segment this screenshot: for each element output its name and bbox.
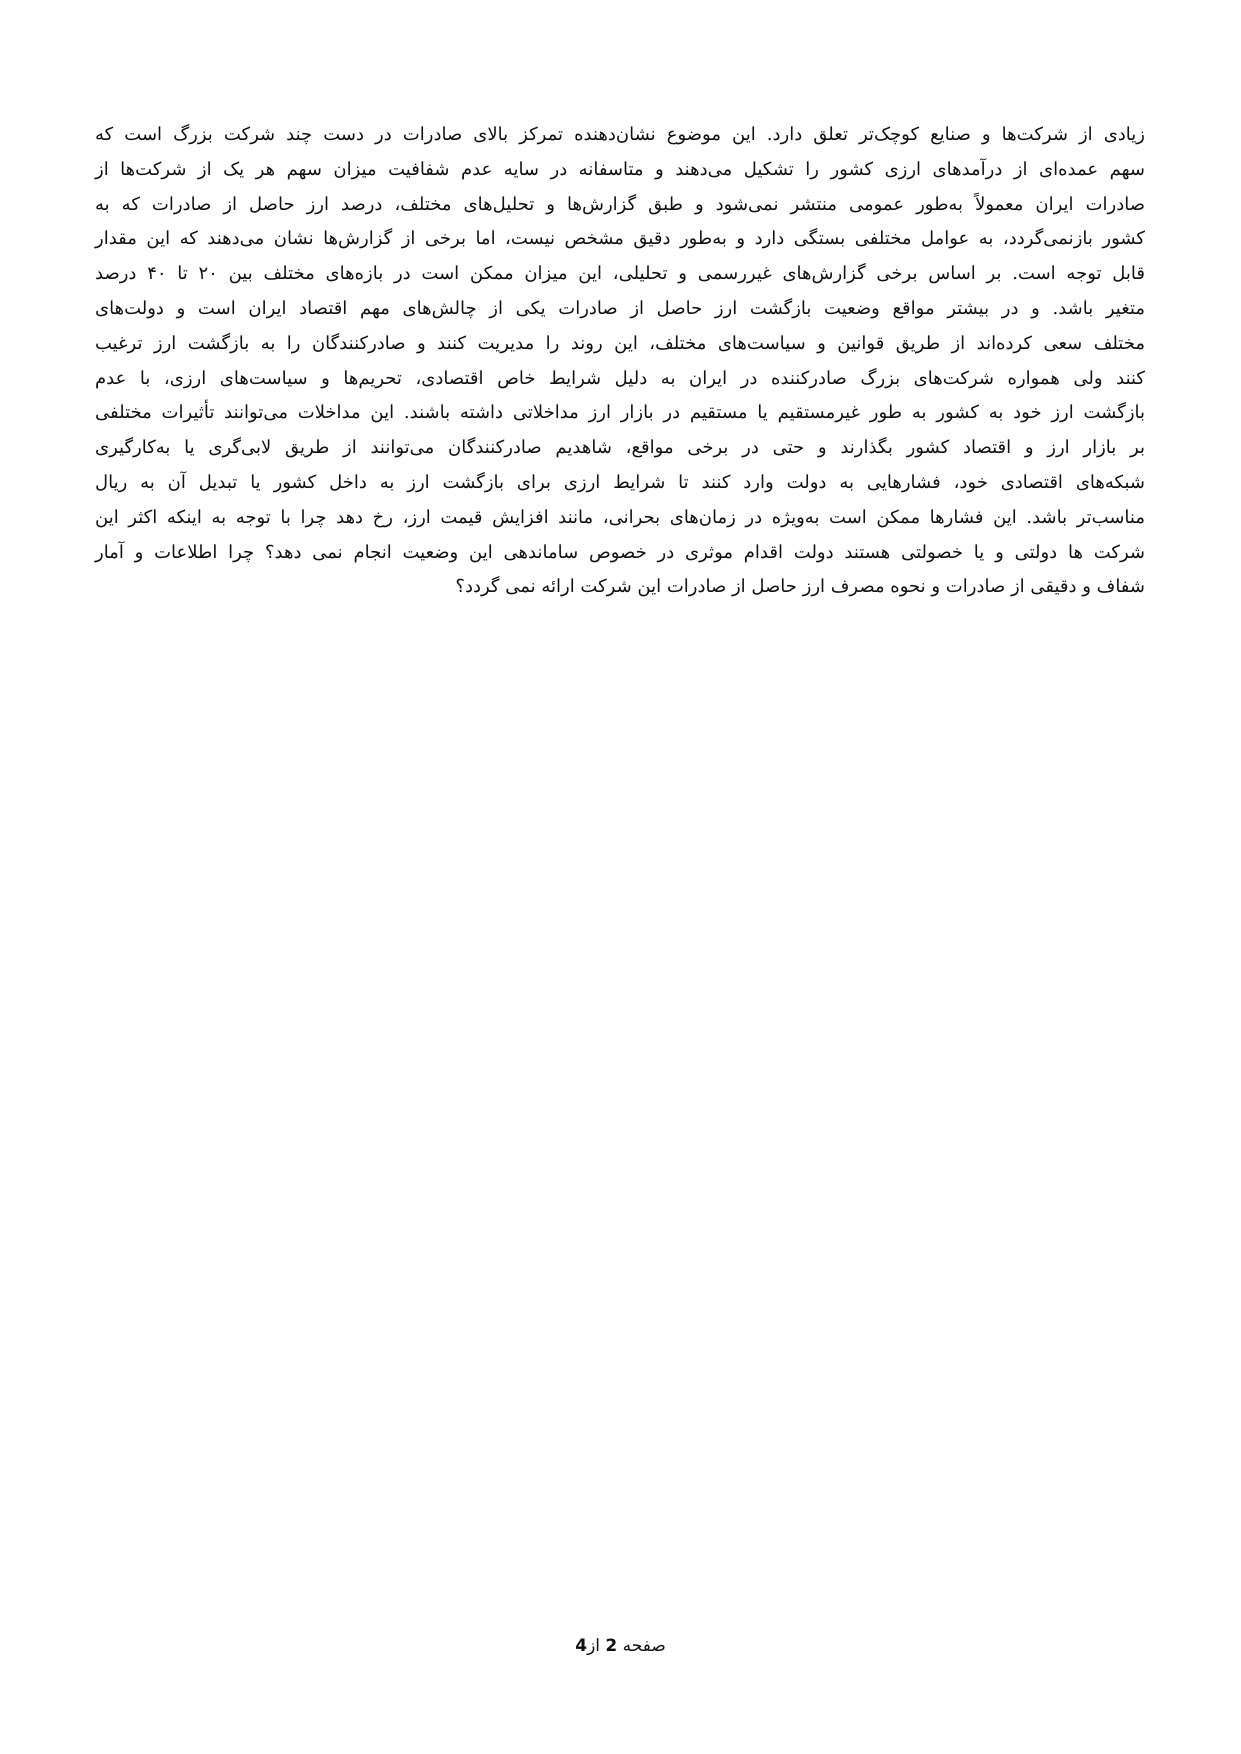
page-total-number: 4 [575, 1636, 588, 1656]
paragraph-line: زیادی از شرکت‌ها و صنایع کوچک‌تر تعلق دارد. این موضوع نشان‌دهنده تمرکز بالای صادرات در دست چند شرکت بزرگ است که [95, 124, 1145, 145]
paragraph-line: متغیر باشد. و در بیشتر مواقع وضعیت بازگشت ارز حاصل از صادرات یکی از چالش‌های مهم اقتصاد ایران است و دولت‌های [95, 297, 1145, 319]
page-footer [0, 1636, 1241, 1656]
paragraph-line: سهم عمده‌ای از درآمدهای ارزی کشور را تشکیل می‌دهند و متاسفانه در سایه عدم شفافیت میزان سهم هر یک از شرکت‌ها از [95, 158, 1145, 180]
page-current-number: 2 [605, 1636, 618, 1656]
paragraph-line: شرکت ها دولتی و یا خصولتی هستند دولت اقدام موثری در خصوص ساماندهی این وضعیت انجام نمی دهد؟ چرا اطلاعات و آمار [95, 541, 1145, 563]
paragraph-line: شبکه‌های اقتصادی خود، فشارهایی به دولت وارد کنند تا شرایط ارزی برای بازگشت ارز به داخل کشور یا تبدیل آن به ریال [95, 471, 1145, 493]
paragraph-line: بر بازار ارز و اقتصاد کشور بگذارند و حتی در برخی مواقع، شاهدیم صادرکنندگان می‌توانند از طریق لابی‌گری یا به‌کارگیری [95, 437, 1145, 459]
paragraph-line: شفاف و دقیقی از صادرات و نحوه مصرف ارز حاصل از صادرات این شرکت ارائه نمی گردد؟ [455, 576, 1145, 598]
paragraph-line: مناسب‌تر باشد. این فشارها ممکن است به‌ویژه در زمان‌های بحرانی، مانند افزایش قیمت ارز، رخ دهد چرا با توجه به اینکه اکثر این [95, 506, 1145, 528]
paragraph-line: کشور بازنمی‌گردد، به عوامل مختلفی بستگی دارد و به‌طور دقیق مشخص نیست، اما برخی از گزارش‌ها نشان می‌دهند که این مقدار [95, 228, 1145, 250]
body-paragraph [95, 118, 1145, 605]
of-word: از [587, 1636, 600, 1656]
paragraph-line: بازگشت ارز خود به کشور به طور غیرمستقیم یا مستقیم در بازار ارز مداخلاتی داشته باشند. این مداخلات می‌توانند تأثیرات مختلفی [95, 402, 1145, 424]
paragraph-line: صادرات ایران معمولاً به‌طور عمومی منتشر نمی‌شود و طبق گزارش‌ها و تحلیل‌های مختلف، درصد ارز حاصل از صادرات که به [95, 193, 1145, 215]
paragraph-line: قابل توجه است. بر اساس برخی گزارش‌های غیررسمی و تحلیلی، این میزان ممکن است در بازه‌های مختلف بین ۲۰ تا ۴۰ درصد [95, 263, 1145, 285]
paragraph-line: کنند ولی همواره شرکت‌های بزرگ صادرکننده در ایران به دلیل شرایط خاص اقتصادی، تحریم‌ها و سیاست‌های ارزی، با عدم [95, 367, 1145, 389]
page-word: صفحه [622, 1636, 666, 1656]
paragraph-line: مختلف سعی کرده‌اند از طریق قوانین و سیاست‌های مختلف، این روند را مدیریت کنند و صادرکنندگان را به بازگشت ارز ترغیب [95, 332, 1145, 354]
